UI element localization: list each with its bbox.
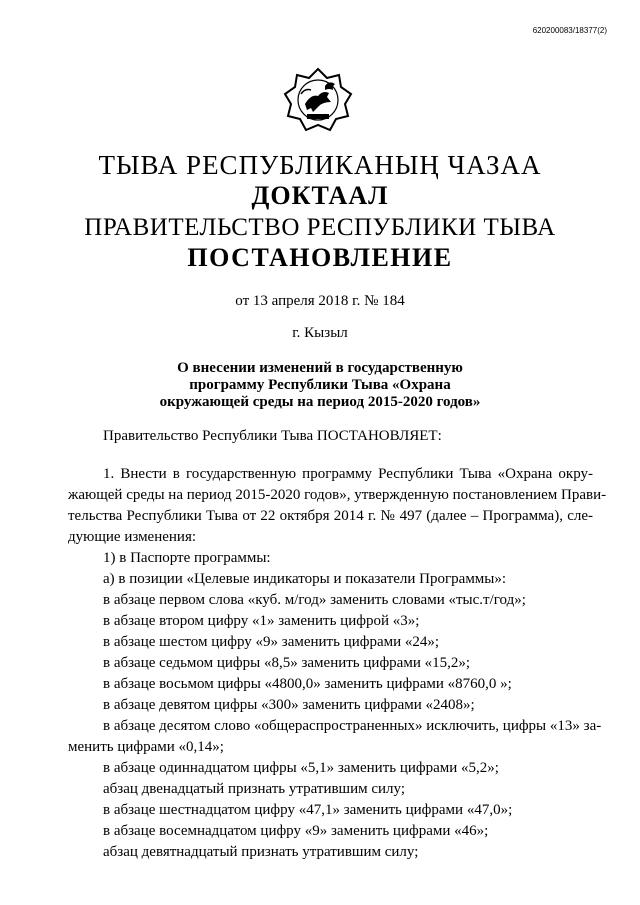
decree-city: г. Кызыл xyxy=(292,325,348,341)
amendment-item: абзац двенадцатый признать утратившим силу; xyxy=(103,781,406,797)
header-tuvan-government: ТЫВА РЕСПУБЛИКАНЫҢ ЧАЗАА xyxy=(98,150,542,180)
paragraph-1-line: жающей среды на период 2015-2020 годов», утвержденную постановлением Прави- xyxy=(68,487,607,503)
header-russian-decree: ПОСТАНОВЛЕНИЕ xyxy=(187,243,453,272)
title-line: О внесении изменений в государственную xyxy=(177,360,463,376)
intro-text: Правительство Республики Тыва ПОСТАНОВЛЯЕТ: xyxy=(103,428,442,444)
title-line: окружающей среды на период 2015-2020 годов» xyxy=(159,394,481,410)
title-line: программу Республики Тыва «Охрана xyxy=(189,377,451,393)
amendment-item: а) в позиции «Целевые индикаторы и показатели Программы»: xyxy=(103,571,507,587)
paragraph-1-line: 1. Внести в государственную программу Республики Тыва «Охрана окру- xyxy=(103,466,593,482)
amendment-item: менить цифрами «0,14»; xyxy=(68,739,224,755)
amendment-item: в абзаце шестом цифру «9» заменить цифрами «24»; xyxy=(103,634,440,650)
amendment-item: в абзаце одиннадцатом цифры «5,1» заменить цифрами «5,2»; xyxy=(103,760,499,776)
amendment-item: в абзаце десятом слово «общераспространенных» исключить, цифры «13» за- xyxy=(103,718,602,734)
paragraph-1-line: дующие изменения: xyxy=(68,529,197,545)
decree-date: от 13 апреля 2018 г. № 184 xyxy=(235,293,405,309)
coat-of-arms-emblem xyxy=(283,66,353,136)
amendment-item: в абзаце девятом цифры «300» заменить цифрами «2408»; xyxy=(103,697,475,713)
amendment-item: в абзаце седьмом цифры «8,5» заменить цифрами «15,2»; xyxy=(103,655,471,671)
paragraph-1-line: тельства Республики Тыва от 22 октября 2014 г. № 497 (далее – Программа), сле- xyxy=(68,508,593,524)
amendment-item: в абзаце шестнадцатом цифру «47,1» заменить цифрами «47,0»; xyxy=(103,802,513,818)
amendment-item: в абзаце втором цифру «1» заменить цифрой «3»; xyxy=(103,613,420,629)
amendment-item: в абзаце первом слова «куб. м/год» заменить словами «тыс.т/год»; xyxy=(103,592,526,608)
amendment-item: в абзаце восемнадцатом цифру «9» заменить цифрами «46»; xyxy=(103,823,489,839)
amendment-item: в абзаце восьмом цифры «4800,0» заменить цифрами «8760,0 »; xyxy=(103,676,512,692)
header-russian-government: ПРАВИТЕЛЬСТВО РЕСПУБЛИКИ ТЫВА xyxy=(84,214,556,241)
amendment-item: 1) в Паспорте программы: xyxy=(103,550,271,566)
amendment-item: абзац девятнадцатый признать утратившим силу; xyxy=(103,844,419,860)
document-code: 620200083/18377(2) xyxy=(532,26,607,35)
header-tuvan-decree: ДОКТААЛ xyxy=(251,181,389,210)
decree-title xyxy=(120,360,520,411)
